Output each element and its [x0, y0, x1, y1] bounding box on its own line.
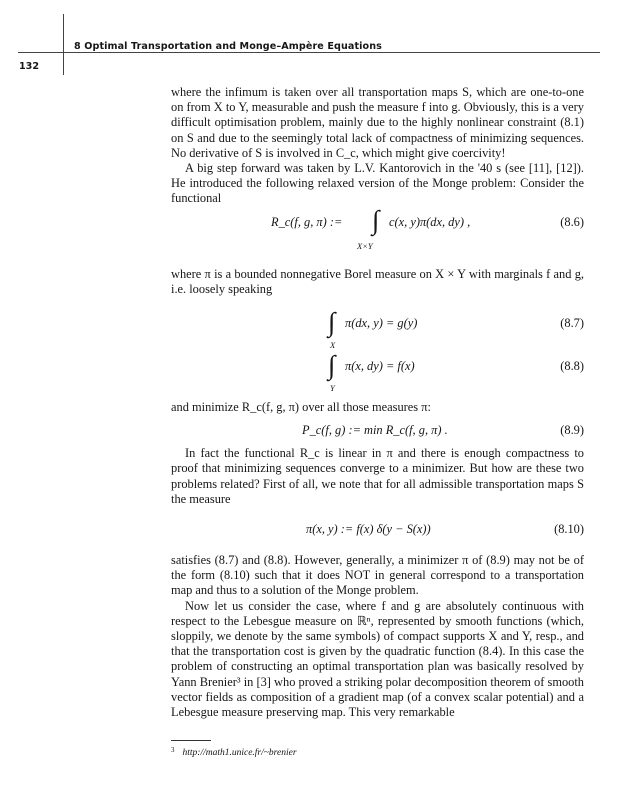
header-horizontal-rule	[18, 52, 600, 53]
eq86-integrand: c(x, y)π(dx, dy) ,	[389, 214, 471, 229]
paragraph-5: In fact the functional R_c is linear in π and there is enough compactness to proof that minimizing sequences converge to a minimizer. But how are these two problems related? First of all, we note that for all admissible transportation maps S the measure	[171, 446, 584, 506]
footnote-rule	[171, 740, 211, 741]
equation-8-8	[171, 350, 584, 394]
footnote-marker: 3	[171, 746, 175, 754]
footnote	[171, 746, 297, 758]
eq87-integrand: π(dx, y) = g(y)	[345, 316, 418, 331]
paragraph-3: where π is a bounded nonnegative Borel measure on X × Y with marginals f and g, i.e. loosely speaking	[171, 266, 584, 296]
eq87-number: (8.7)	[560, 316, 584, 331]
eq89-expr: P_c(f, g) := min R_c(f, g, π) .	[302, 423, 448, 438]
paragraph-2: A big step forward was taken by L.V. Kantorovich in the '40 s (see [11], [12]). He introduced the following relaxed version of the Monge problem: Consider the functional	[171, 161, 584, 206]
body-text	[171, 85, 584, 720]
eq88-integrand: π(x, dy) = f(x)	[345, 359, 415, 374]
eq810-expr: π(x, y) := f(x) δ(y − S(x))	[306, 522, 431, 537]
eq87-domain: X	[330, 340, 336, 351]
eq89-number: (8.9)	[560, 423, 584, 438]
footnote-url[interactable]: http://math1.unice.fr/~brenier	[182, 748, 297, 758]
page-number: 132	[19, 61, 40, 72]
eq86-domain: X×Y	[357, 240, 373, 251]
integral-sign: ∫	[372, 204, 380, 235]
eq810-number: (8.10)	[554, 522, 584, 537]
header-vertical-rule	[63, 14, 64, 75]
equation-8-7	[171, 307, 584, 350]
eq86-lhs: R_c(f, g, π) :=	[271, 214, 343, 229]
paragraph-7: Now let us consider the case, where f and g are absolutely continuous with respect to the Lebesgue measure on ℝⁿ, represented by smooth functions (which, sloppily, we denote by the same symbols) of compact supports X and Y, resp., and that the transportation cost is given by the quadratic function (8.4). In this case the problem of constructing an optimal transportation plan was basically resolved by Yann Brenier³ in [3] who proved a striking polar decomposition theorem of smooth vector fields as composition of a gradient map (of a convex scalar potential) and a Lebesgue measure preserving map. This very remarkable	[171, 598, 584, 720]
paragraph-1: where the infimum is taken over all transportation maps S, which are one-to-one on from X to Y, measurable and push the measure f into g. Obviously, this is a very difficult optimisation problem, mainly due to the highly nonlinear constraint (8.1) on S and due to the seemingly total lack of compactness of minimizing sequences. No derivative of S is involved in C_c, which might give coercivity!	[171, 85, 584, 160]
integral-sign: ∫	[328, 307, 336, 338]
eq86-number: (8.6)	[560, 214, 584, 229]
integral-sign: ∫	[328, 350, 336, 381]
equation-8-9	[171, 415, 584, 446]
running-header-chapter-title: 8 Optimal Transportation and Monge–Ampère Equations	[74, 41, 382, 52]
eq88-domain: Y	[330, 383, 335, 394]
equation-8-10	[171, 507, 584, 553]
paragraph-6: satisfies (8.7) and (8.8). However, generally, a minimizer π of (8.9) may not be of the form (8.10) such that it does NOT in general correspond to a transportation map and thus to a solution of the Monge problem.	[171, 553, 584, 598]
equation-8-6	[171, 204, 584, 267]
eq88-number: (8.8)	[560, 359, 584, 374]
paragraph-4: and minimize R_c(f, g, π) over all those measures π:	[171, 400, 431, 415]
